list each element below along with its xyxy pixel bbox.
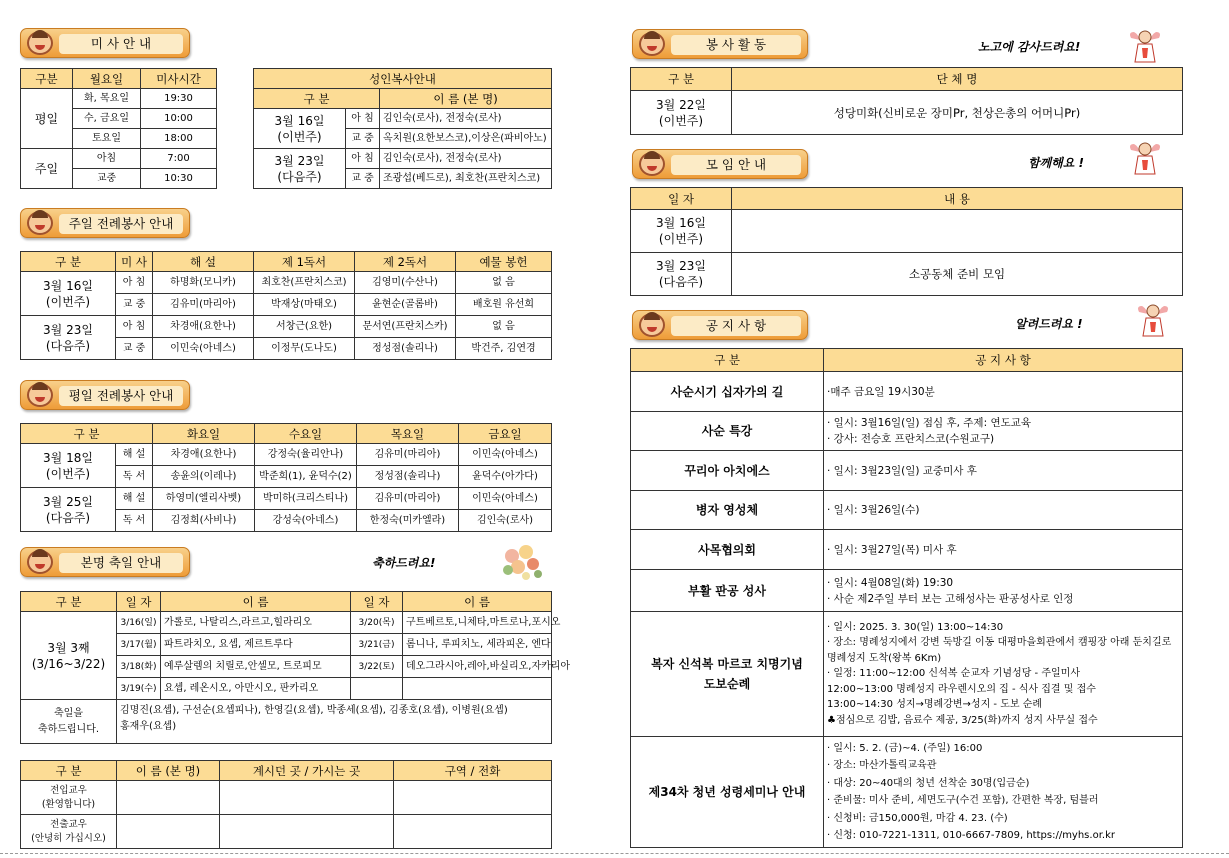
notice-item-title: 꾸리아 아치에스 [631,451,824,491]
meeting-together-text: 함께해요 ! [1028,156,1085,170]
day-cell: 아침 [73,149,141,169]
table-cell: 해 설 [116,488,153,510]
date-cell: 3/19(수) [117,678,161,700]
priest-face-icon [27,383,53,407]
content-cell: 소공동체 준비 모임 [732,253,1183,296]
time-cell: 18:00 [141,129,217,149]
table-cell: 이민숙(아네스) [459,488,552,510]
time-cell: 10:00 [141,109,217,129]
mass-header [20,28,190,58]
table-cell: 교 중 [116,338,153,360]
notice-item-title: 사순 특강 [631,412,824,451]
table-cell: 없 음 [456,272,552,294]
table-cell: 김영미(수산나) [355,272,456,294]
time-cell: 7:00 [141,149,217,169]
table-cell: 차경애(요한나) [153,316,254,338]
meeting-title: 모 임 안 내 [671,155,801,175]
notice-item-content: · 일시: 2025. 3. 30(일) 13:00~14:30 · 장소: 명례성지에서 강변 둑방길 이동 대평마을회관에서 캠핑장 아래 둔치길로 명례성지 도착(왕복 6Km) · 일정: 11:00~12:00 신석복 순교자 기념성당 - 주일미사 12:00~13:00 명례성지 라우렌시오의 집 - 식사 집결 및 접수 13:00~14:30 성지→명례강변→성지 - 도보 순례 ♣점심으로 김밥, 음료수 제공, 3/25(화)까지 성지 사무실 접수 [824,612,1183,737]
table-cell: 독 서 [116,466,153,488]
day-cell: 화, 목요일 [73,89,141,109]
table-cell: 이민숙(아네스) [459,444,552,466]
priest-face-icon [639,32,665,56]
notice-header [632,310,808,340]
name-cell [403,678,552,700]
mass-title: 미 사 안 내 [59,34,183,54]
date-cell: 3/18(화) [117,656,161,678]
table-cell [220,815,394,849]
table-cell: 아 침 [116,316,153,338]
weekday-service-table [20,423,552,532]
table-cell: 김정희(사비나) [153,510,255,532]
volunteer-header [632,29,808,59]
table-cell: 정성점(솔리나) [355,338,456,360]
name-cell: 김인숙(로사), 전정숙(로사) [380,109,552,129]
date-cell: 3/17(월) [117,634,161,656]
table-cell: 박건주, 김연경 [456,338,552,360]
header-cell: 내 용 [732,188,1183,210]
table-cell [117,815,220,849]
header-cell: 화요일 [153,424,255,444]
name-cell: 요셉, 레온시오, 아만시오, 판카리오 [161,678,351,700]
date-cell: 3/20(목) [351,612,403,634]
week-label: 3월 16일 (이번주) [254,109,346,149]
table-cell: 차경애(요한나) [153,444,255,466]
name-cell: 구트베르토,니체타,마트로나,포시오 [403,612,552,634]
transfer-table [20,760,552,849]
header-cell: 일 자 [351,592,403,612]
sunday-service-header [20,208,190,238]
table-cell: 윤덕수(아가다) [459,466,552,488]
priest-face-icon [27,31,53,55]
bottom-divider [0,853,1229,854]
adult-server-table [253,68,552,189]
header-cell: 제 2독서 [355,252,456,272]
mass-type: 아 침 [346,109,380,129]
priest-face-icon [639,152,665,176]
date-cell: 3/21(금) [351,634,403,656]
week-label: 3월 23일 (다음주) [254,149,346,189]
feast-names: 김명진(요셉), 구선순(요셉피나), 한영길(요셉), 박종세(요셉), 김종호(요셉), 이병원(요셉) 홍재우(요셉) [117,700,552,744]
table-cell: 해 설 [116,444,153,466]
header-cell: 구 분 [21,592,117,612]
notice-item-title: 병자 영성체 [631,491,824,530]
header-cell: 미 사 [116,252,153,272]
mass-table [20,68,217,189]
volunteer-thanks-text: 노고에 감사드려요! [978,40,1081,54]
week-label: 3월 16일 (이번주) [631,210,732,253]
notice-item-content: ·매주 금요일 19시30분 [824,372,1183,412]
table-cell: 김인숙(로사) [459,510,552,532]
weekday-service-title: 평일 전례봉사 안내 [59,386,183,406]
name-cell: 조광섭(베드로), 최호찬(프란치스코) [380,169,552,189]
header-cell: 제 1독서 [254,252,355,272]
volunteer-title: 봉 사 활 동 [671,35,801,55]
table-cell: 하명화(모니카) [153,272,254,294]
feast-title: 본명 축일 안내 [59,553,183,573]
table-cell: 윤현순(골롬바) [355,294,456,316]
week-label: 3월 25일 (다음주) [21,488,116,532]
notice-item-title: 사순시기 십자가의 길 [631,372,824,412]
week-label: 3월 23일 (다음주) [21,316,116,360]
header-cell: 월요일 [73,69,141,89]
name-cell: 옥치원(요한보스코),이상은(파비아노) [380,129,552,149]
adult-title: 성인복사안내 [254,69,552,89]
meeting-header [632,149,808,179]
notice-item-title: 복자 신석복 마르코 치명기념 도보순례 [631,612,824,737]
header-cell: 단 체 명 [732,68,1183,91]
table-cell: 아 침 [116,272,153,294]
weekday-service-header [20,380,190,410]
table-cell: 정성점(솔리나) [357,466,459,488]
table-cell: 박준희(1), 윤덕수(2) [255,466,357,488]
name-cell: 예루살렘의 치릴로,안셀모, 트로피모 [161,656,351,678]
table-cell [394,815,552,849]
table-cell: 이정무(도나도) [254,338,355,360]
header-cell: 계시던 곳 / 가시는 곳 [220,761,394,781]
table-cell [394,781,552,815]
header-cell: 구 분 [21,252,116,272]
table-cell: 김유미(마리아) [153,294,254,316]
header-cell: 구 분 [631,68,732,91]
header-cell: 구 분 [21,761,117,781]
notice-item-title: 제34차 청년 성령세미나 안내 [631,737,824,848]
header-cell: 이 름 (본 명) [380,89,552,109]
date-cell: 3/22(토) [351,656,403,678]
header-cell: 일 자 [117,592,161,612]
header-cell: 이 름 (본 명) [117,761,220,781]
congrats-label: 축일을 축하드립니다. [21,700,117,744]
week-label: 3월 22일 (이번주) [631,91,732,135]
mass-type: 교 중 [346,129,380,149]
header-cell: 구 분 [254,89,380,109]
flower-bouquet-icon [500,542,544,582]
group-cell: 성당미화(신비로운 장미Pr, 천상은총의 어머니Pr) [732,91,1183,135]
header-cell: 구 분 [631,349,824,372]
table-cell: 김유미(마리아) [357,488,459,510]
header-cell: 미사시간 [141,69,217,89]
header-cell: 이 름 [403,592,552,612]
table-cell [220,781,394,815]
notice-title: 공 지 사 항 [671,316,801,336]
day-cell: 수, 금요일 [73,109,141,129]
priest-face-icon [639,313,665,337]
transfer-out-label: 전출교우 (안녕히 가십시오) [21,815,117,849]
name-cell: 롬니나, 루피치노, 세라피온, 엔다 [403,634,552,656]
content-cell [732,210,1183,253]
table-cell: 없 음 [456,316,552,338]
feast-congrats-text: 축하드려요! [372,556,436,570]
angel-icon [1128,140,1162,176]
meeting-table [630,187,1183,296]
notice-item-content: · 일시: 3월27일(목) 미사 후 [824,530,1183,570]
date-cell: 3/16(일) [117,612,161,634]
table-cell: 배호원 유선희 [456,294,552,316]
priest-face-icon [27,211,53,235]
weekday-label: 평일 [21,89,73,149]
table-cell: 강정숙(율리안나) [255,444,357,466]
table-cell: 하영미(엘리사벳) [153,488,255,510]
transfer-in-label: 전입교우 (환영합니다) [21,781,117,815]
header-cell: 금요일 [459,424,552,444]
day-cell: 토요일 [73,129,141,149]
table-cell: 독 서 [116,510,153,532]
notice-table [630,348,1183,848]
notice-item-content: · 일시: 5. 2. (금)~4. (주일) 16:00 · 장소: 마산가톨릭교육관 · 대상: 20~40대의 청년 선착순 30명(입금순) · 준비물: 미사 준비, 세면도구(수건 포함), 간편한 복장, 텀블러 · 신청비: 금150,000원, 마감 4. 23. (수) · 신청: 010-7221-1311, 010-6667-7809, https://myhs.or.kr [824,737,1183,848]
week-label: 3월 16일 (이번주) [21,272,116,316]
volunteer-table [630,67,1183,135]
notice-item-content: · 일시: 4월08일(화) 19:30 · 사순 제2주일 부터 보는 고해성사는 판공성사로 인정 [824,570,1183,612]
date-cell [351,678,403,700]
table-cell: 교 중 [116,294,153,316]
header-cell: 이 름 [161,592,351,612]
notice-inform-text: 알려드려요 ! [1015,317,1083,331]
header-cell: 공 지 사 항 [824,349,1183,372]
table-cell: 최호찬(프란치스코) [254,272,355,294]
name-cell: 가롤로, 나탈리스,라르고,힐라리오 [161,612,351,634]
notice-item-title: 사목협의회 [631,530,824,570]
table-cell: 박미하(크리스티나) [255,488,357,510]
time-cell: 10:30 [141,169,217,189]
mass-type: 교 중 [346,169,380,189]
priest-face-icon [27,550,53,574]
table-cell: 이민숙(아네스) [153,338,254,360]
header-cell: 구분 [21,69,73,89]
table-cell: 강성숙(아네스) [255,510,357,532]
angel-icon [1128,28,1162,64]
table-cell: 김유미(마리아) [357,444,459,466]
header-cell: 예물 봉헌 [456,252,552,272]
week-label: 3월 18일 (이번주) [21,444,116,488]
header-cell: 목요일 [357,424,459,444]
notice-item-title: 부활 판공 성사 [631,570,824,612]
sunday-service-table [20,251,552,360]
angel-icon [1136,302,1170,338]
header-cell: 구역 / 전화 [394,761,552,781]
notice-item-content: · 일시: 3월23일(일) 교중미사 후 [824,451,1183,491]
day-cell: 교중 [73,169,141,189]
name-cell: 파트라치오, 요셉, 제르트루다 [161,634,351,656]
name-cell: 데오그라시아,레아,바실리오,자카리아 [403,656,552,678]
week-label: 3월 23일 (다음주) [631,253,732,296]
table-cell: 문서연(프란치스카) [355,316,456,338]
name-cell: 김인숙(로사), 전정숙(로사) [380,149,552,169]
header-cell: 해 설 [153,252,254,272]
header-cell: 구 분 [21,424,153,444]
notice-item-content: · 일시: 3월26일(수) [824,491,1183,530]
table-cell: 박재상(마태오) [254,294,355,316]
notice-item-content: · 일시: 3월16일(일) 점심 후, 주제: 연도교육 · 강사: 전승호 프란치스코(수원교구) [824,412,1183,451]
header-cell: 수요일 [255,424,357,444]
header-cell: 일 자 [631,188,732,210]
sunday-label: 주일 [21,149,73,189]
feast-header [20,547,190,577]
mass-type: 아 침 [346,149,380,169]
week-label: 3월 3째 (3/16~3/22) [21,612,117,700]
feast-table [20,591,571,744]
time-cell: 19:30 [141,89,217,109]
table-cell: 서창근(요한) [254,316,355,338]
sunday-service-title: 주일 전례봉사 안내 [59,214,183,234]
table-cell: 송윤의(이레나) [153,466,255,488]
table-cell [117,781,220,815]
table-cell: 한정숙(미카엘라) [357,510,459,532]
